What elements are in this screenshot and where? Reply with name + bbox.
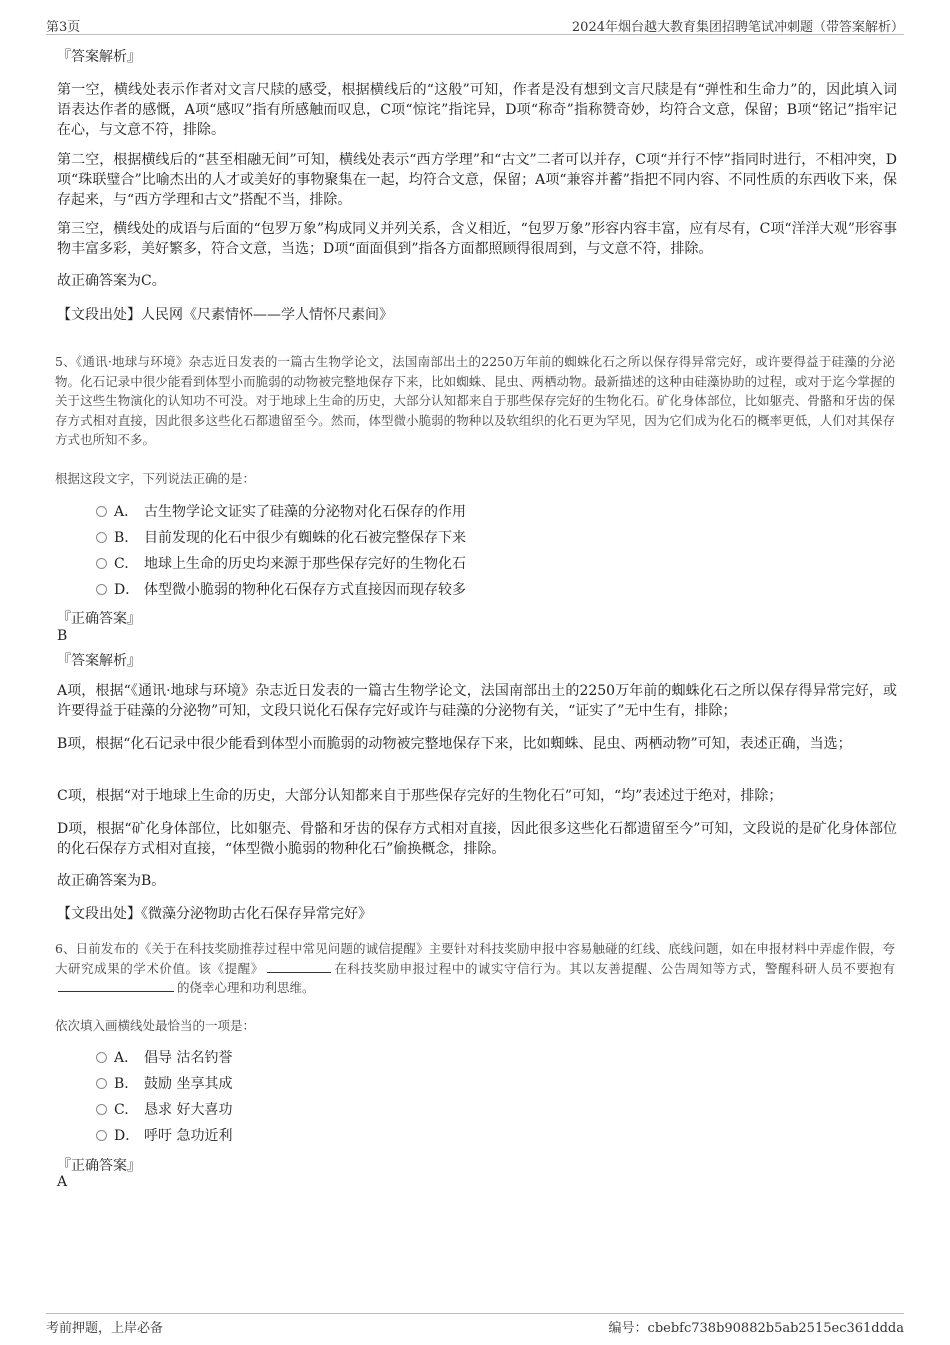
option-key: C.: [114, 1102, 129, 1118]
q5-option-d[interactable]: [96, 580, 466, 600]
q6-option-d[interactable]: [96, 1126, 232, 1146]
option-key: B.: [114, 1076, 129, 1092]
q4-analysis-p2: 第二空，根据横线后的“甚至相融无间”可知，横线处表示“西方学理”和“古文”二者可以并存，C项“并行不悖”指同时进行，不相冲突，D项“珠联璧合”比喻杰出的人才或美好的事物聚集在一起，均符合文意，保留；A项“兼容并蓄”指把不同内容、不同性质的东西收下来，保存起来，与“西方学理和古文”搭配不当，排除。: [57, 152, 897, 208]
q5-prompt: 根据这段文字，下列说法正确的是：: [55, 471, 256, 486]
q6-prompt: 依次填入画横线处最恰当的一项是：: [55, 1018, 256, 1033]
q5-answer: B: [57, 628, 68, 644]
option-text: 倡导 沽名钓誉: [144, 1050, 233, 1066]
option-text: 恳求 好大喜功: [144, 1102, 233, 1118]
option-text: 古生物学论文证实了硅藻的分泌物对化石保存的作用: [144, 504, 466, 520]
option-text: 目前发现的化石中很少有蜘蛛的化石被完整保存下来: [144, 530, 466, 546]
radio-icon[interactable]: [96, 558, 107, 569]
q4-analysis-label: 『答案解析』: [57, 49, 141, 65]
option-key: C.: [114, 556, 129, 572]
q4-source: 【文段出处】人民网《尺素情怀——学人情怀尺素间》: [57, 307, 393, 323]
option-key: A．: [114, 1050, 139, 1066]
q6-option-c[interactable]: [96, 1100, 232, 1120]
q5-stem: 5、《通讯·地球与环境》杂志近日发表的一篇古生物学论文，法国南部出土的2250万年前的蜘蛛化石之所以保存得异常完好，或许要得益于硅藻的分泌物。化石记录中很少能看到体型小而脆弱的动物被完整地保存下来，比如蜘蛛、昆虫、两栖动物。最新描述的这种由硅藻协助的过程，或对于迄今掌握的关于这些生物演化的认知功不可没。对于地球上生命的历史，大部分认知都来自于那些保存完好的生物化石。矿化身体部位，比如躯壳、骨骼和牙齿的保存方式相对直接，因此很多这些化石都遗留至今。然而，体型微小脆弱的物种以及软组织的化石更为罕见，因为它们成为化石的概率更低，人们对其保存方式也所知不多。: [55, 354, 895, 447]
radio-icon[interactable]: [96, 1052, 107, 1063]
page-footer: [46, 1313, 904, 1336]
q5-analysis-d: D项，根据“矿化身体部位，比如躯壳、骨骼和牙齿的保存方式相对直接，因此很多这些化石都遗留至今”可知，文段说的是矿化身体部位的化石保存方式相对直接，“体型微小脆弱的物种化石”偷换概念，排除。: [57, 821, 897, 857]
radio-icon[interactable]: [96, 532, 107, 543]
q6-answer-label: 『正确答案』: [57, 1158, 141, 1174]
option-text: 地球上生命的历史均来源于那些保存完好的生物化石: [144, 556, 466, 572]
q6-stem-part1: 6、日前发布的《关于在科技奖励推荐过程中常见问题的诚信提醒》主要针对科技奖励申报中容易触碰的红线、底线问题，如在申报材料中弄虚作假，夸大研究成果的学术价值。该《提醒》: [55, 941, 895, 976]
radio-icon[interactable]: [96, 1104, 107, 1115]
option-key: B.: [114, 530, 129, 546]
fill-blank-1: [267, 960, 331, 973]
option-text: 鼓励 坐享其成: [144, 1076, 233, 1092]
fill-blank-2: [58, 979, 174, 992]
q6-answer: A: [57, 1174, 68, 1190]
option-text: 呼吁 急功近利: [144, 1128, 233, 1144]
footer-slogan: 考前押题，上岸必备: [46, 1321, 164, 1336]
radio-icon[interactable]: [96, 1130, 107, 1141]
q4-analysis-p3: 第三空，横线处的成语与后面的“包罗万象”构成同义并列关系，含义相近，“包罗万象”形容内容丰富，应有尽有，C项“洋洋大观”形容事物丰富多彩，美好繁多，符合文意，当选；D项“面面俱到”指各方面都照顾得很周到，与文意不符，排除。: [57, 221, 897, 257]
q4-conclusion: 故正确答案为C。: [57, 273, 166, 289]
q5-option-a[interactable]: [96, 502, 466, 522]
q5-analysis-c: C项，根据“对于地球上生命的历史，大部分认知都来自于那些保存完好的生物化石”可知，“均”表述过于绝对，排除；: [57, 788, 783, 804]
q5-answer-label: 『正确答案』: [57, 611, 141, 627]
q5-option-c[interactable]: [96, 554, 466, 574]
option-key: D．: [114, 1128, 140, 1144]
q6-stem-part2: 在科技奖励申报过程中的诚实守信行为。其以友善提醒、公告周知等方式，警醒科研人员不要抱有: [333, 960, 895, 976]
q5-analysis-b: B项，根据“化石记录中很少能看到体型小而脆弱的动物被完整地保存下来，比如蜘蛛、昆虫、两栖动物”可知，表述正确，当选；: [57, 736, 852, 752]
radio-icon[interactable]: [96, 1078, 107, 1089]
radio-icon[interactable]: [96, 584, 107, 595]
q6-stem: [55, 939, 895, 998]
radio-icon[interactable]: [96, 506, 107, 517]
page-number: 第3页: [46, 20, 81, 35]
q6-stem-part3: 的侥幸心理和功利思维。: [177, 980, 315, 995]
q5-option-b[interactable]: [96, 528, 466, 548]
option-text: 体型微小脆弱的物种化石保存方式直接因而现存较多: [144, 582, 466, 598]
q5-conclusion: 故正确答案为B。: [57, 873, 166, 889]
page-header: [46, 14, 904, 35]
q5-analysis-a: A项，根据“《通讯·地球与环境》杂志近日发表的一篇古生物学论文，法国南部出土的2250万年前的蜘蛛化石之所以保存得异常完好，或许要得益于硅藻的分泌物”可知，文段只说化石保存完好或许与硅藻的分泌物有关，“证实了”无中生有，排除；: [57, 683, 897, 719]
option-key: A．: [114, 504, 139, 520]
q5-source: 【文段出处】《微藻分泌物助古化石保存异常完好》: [57, 906, 372, 922]
q6-option-a[interactable]: [96, 1048, 232, 1068]
option-key: D．: [114, 582, 140, 598]
q4-analysis-p1: 第一空，横线处表示作者对文言尺牍的感受，根据横线后的“这般”可知，作者是没有想到文言尺牍是有“弹性和生命力”的，因此填入词语表达作者的感慨，A项“感叹”指有所感触而叹息，C项“惊诧”指诧异，D项“称奇”指称赞奇妙，均符合文意，保留；B项“铭记”指牢记在心，与文意不符，排除。: [57, 82, 897, 138]
document-title: 2024年烟台越大教育集团招聘笔试冲刺题（带答案解析）: [571, 20, 904, 35]
q6-option-b[interactable]: [96, 1074, 232, 1094]
footer-code: 编号：cbebfc738b90882b5ab2515ec361ddda: [608, 1321, 904, 1336]
q5-analysis-label: 『答案解析』: [57, 653, 141, 669]
